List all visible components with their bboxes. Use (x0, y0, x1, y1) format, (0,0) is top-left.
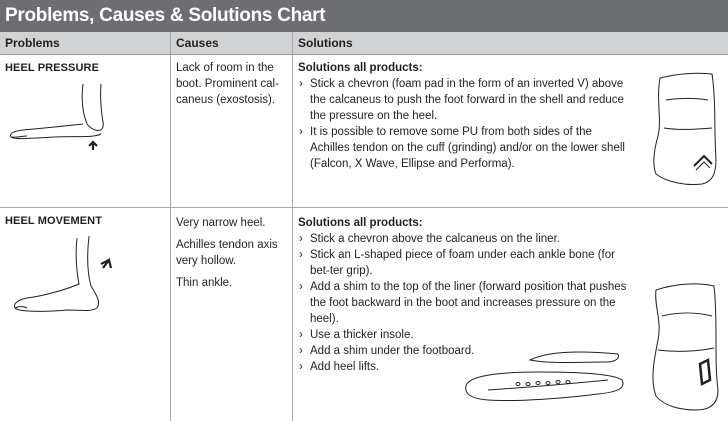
solution-item (298, 231, 628, 247)
row-divider (0, 207, 728, 208)
header-solutions: Solutions (298, 36, 353, 50)
bullet: › (299, 329, 303, 341)
header-problems: Problems (5, 36, 60, 50)
solution-text: It is possible to remove some PU from both sides of the Achilles tendon on the cuff (grinding) and/or on the lower shell (Falcon, X Wave, Ellipse and Performa). (310, 126, 625, 170)
page-title: Problems, Causes & Solutions Chart (0, 0, 728, 32)
problem-heel-pressure: HEEL PRESSURE (5, 62, 100, 74)
cause-text: Thin ankle. (176, 277, 233, 289)
causes-heel-movement (176, 215, 286, 297)
liner-chevron-icon (646, 70, 724, 188)
solution-item (298, 279, 628, 327)
solution-text: Add heel lifts. (310, 361, 380, 373)
cause-text: Achilles tendon axis very hollow. (176, 239, 278, 267)
bullet: › (299, 78, 303, 90)
solution-text: Add a shim to the top of the liner (forward position that pushes the foot backward in the boot and increases pressure on the heel). (310, 281, 627, 325)
bullet: › (299, 281, 303, 293)
column-divider (292, 32, 293, 421)
cause-text: Lack of room in the boot. Prominent cal-caneus (exostosis). (176, 62, 279, 106)
bullet: › (299, 126, 303, 138)
foot-heel-movement-icon (5, 232, 125, 322)
liner-heel-lift-icon (644, 280, 724, 414)
solution-item (298, 327, 628, 343)
bullet: › (299, 361, 303, 373)
footboard-icon (458, 366, 628, 408)
solutions-title: Solutions all products: (298, 62, 423, 74)
solution-text: Stick a chevron (foam pad in the form of an inverted V) above the calcaneus to push the foot forward in the shell and reduce the pressure on the heel. (310, 78, 624, 122)
cause-text: Very narrow heel. (176, 217, 266, 229)
header-causes: Causes (176, 36, 219, 50)
solutions-title: Solutions all products: (298, 217, 423, 229)
solution-item (298, 247, 628, 279)
solution-item (298, 76, 628, 124)
solution-text: Stick a chevron above the calcaneus on the liner. (310, 233, 560, 245)
solution-text: Use a thicker insole. (310, 329, 414, 341)
bullet: › (299, 345, 303, 357)
foot-heel-pressure-icon (5, 80, 125, 152)
bullet: › (299, 233, 303, 245)
problem-heel-movement: HEEL MOVEMENT (5, 215, 103, 227)
table-header (0, 32, 728, 55)
solution-item (298, 124, 628, 172)
solution-text: Stick an L-shaped piece of foam under each ankle bone (for bet-ter grip). (310, 249, 615, 277)
column-divider (170, 32, 171, 421)
solution-text: Add a shim under the footboard. (310, 345, 475, 357)
bullet: › (299, 249, 303, 261)
causes-heel-pressure (176, 60, 286, 114)
solutions-heel-pressure (298, 60, 628, 172)
shim-icon (526, 346, 624, 368)
